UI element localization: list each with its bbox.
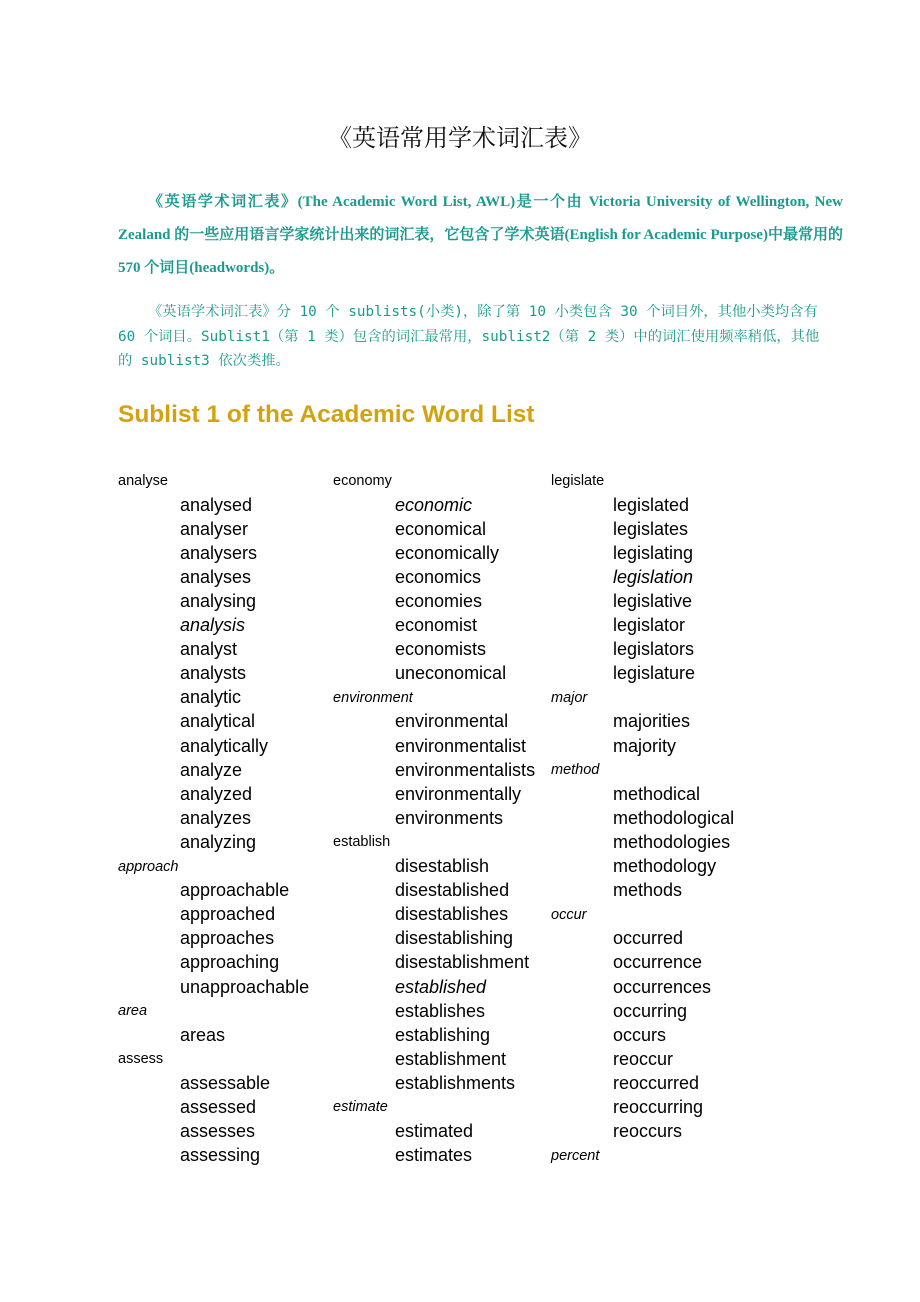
word-family-member: disestablishing: [395, 928, 514, 949]
word-family-member: disestablishment: [395, 952, 530, 973]
word-family-member: occurring: [613, 1000, 688, 1021]
word-family-member: occurs: [613, 1024, 667, 1045]
word-family-member: legislation: [613, 566, 694, 587]
word-family-member: disestablish: [395, 856, 490, 877]
word-family-member: analysed: [180, 494, 253, 515]
word-family-member: disestablishes: [395, 904, 509, 925]
word-family-member: approaching: [180, 952, 280, 973]
word-family-member: analyzing: [180, 831, 257, 852]
word-family-member: analytically: [180, 735, 269, 756]
word-family-member: environmentalist: [395, 735, 527, 756]
word-family-member: analytic: [180, 687, 242, 708]
word-family-member: economists: [395, 639, 487, 660]
word-family-member: establishing: [395, 1024, 491, 1045]
word-family-member: approachable: [180, 880, 290, 901]
word-family-member: analyze: [180, 759, 243, 780]
word-family-member: analytical: [180, 711, 256, 732]
sublist-heading: Sublist 1 of the Academic Word List: [118, 401, 535, 428]
word-family-member: uneconomical: [395, 663, 507, 684]
intro-paragraph-1: 《英语学术词汇表》(The Academic Word List, AWL)是一个由 Victoria University of Wellington, New Zealand 的一些应用语言学家统计出来的词汇表，它包含了学术英语(English for Academic Purpose)中最常用的 570 个词目(headwords)。: [118, 194, 843, 276]
word-family-member: legislating: [613, 542, 694, 563]
word-column-2: [333, 469, 535, 1168]
word-family-member: economics: [395, 566, 482, 587]
headword: economy: [333, 473, 392, 490]
word-family-member: reoccurs: [613, 1121, 683, 1142]
word-family-member: analyser: [180, 518, 249, 539]
headword: major: [551, 689, 588, 706]
word-family-member: assessable: [180, 1072, 271, 1093]
word-family-member: analysts: [180, 663, 247, 684]
word-family-member: establishes: [395, 1000, 486, 1021]
word-family-member: legislated: [613, 494, 690, 515]
word-family-member: methods: [613, 880, 683, 901]
word-family-member: assessed: [180, 1096, 257, 1117]
word-family-member: occurrence: [613, 952, 703, 973]
word-column-1: [118, 469, 309, 1168]
word-family-member: legislative: [613, 591, 693, 612]
headword: assess: [118, 1051, 164, 1068]
word-family-member: legislates: [613, 518, 689, 539]
word-family-member: analysers: [180, 542, 258, 563]
word-family-member: established: [395, 976, 487, 997]
word-family-member: environmental: [395, 711, 509, 732]
word-family-member: approaches: [180, 928, 275, 949]
word-family-member: legislators: [613, 639, 695, 660]
word-family-member: economist: [395, 615, 478, 636]
word-family-member: occurred: [613, 928, 684, 949]
word-family-member: approached: [180, 904, 276, 925]
document-title: 《英语常用学术词汇表》: [328, 124, 592, 152]
word-family-member: methodical: [613, 783, 701, 804]
word-family-member: legislator: [613, 615, 686, 636]
word-family-member: analyses: [180, 566, 252, 587]
word-family-member: analyzed: [180, 783, 253, 804]
word-family-member: analysing: [180, 591, 257, 612]
word-family-member: majorities: [613, 711, 691, 732]
headword: area: [118, 1003, 148, 1020]
word-family-member: unapproachable: [180, 976, 310, 997]
headword: occur: [551, 906, 587, 923]
intro-paragraph-2: 《英语学术词汇表》分 10 个 sublists(小类)，除了第 10 小类包含 30 个词目外，其他小类均含有 60 个词目。Sublist1（第 1 类）包含的词汇最常用，sublist2（第 2 类）中的词汇使用频率稍低，其他的 sublist3 依次类推。: [118, 304, 820, 369]
word-family-member: legislature: [613, 663, 696, 684]
word-family-member: analysis: [180, 615, 246, 636]
word-family-member: methodologies: [613, 831, 731, 852]
word-family-member: occurrences: [613, 976, 712, 997]
word-family-member: assesses: [180, 1121, 256, 1142]
headword: percent: [551, 1147, 600, 1164]
headword: legislate: [551, 473, 605, 490]
word-family-member: economies: [395, 591, 483, 612]
word-family-member: establishments: [395, 1072, 516, 1093]
word-family-member: economical: [395, 518, 487, 539]
word-family-member: disestablished: [395, 880, 510, 901]
headword: approach: [118, 858, 179, 875]
word-family-member: establishment: [395, 1048, 507, 1069]
word-family-member: analyst: [180, 639, 238, 660]
word-family-member: reoccurred: [613, 1072, 700, 1093]
headword: environment: [333, 689, 413, 706]
word-family-member: environmentally: [395, 783, 522, 804]
headword: analyse: [118, 473, 168, 490]
word-family-member: methodological: [613, 807, 735, 828]
word-family-member: estimated: [395, 1121, 474, 1142]
word-family-member: areas: [180, 1024, 226, 1045]
headword: method: [551, 762, 600, 779]
word-family-member: economic: [395, 494, 473, 515]
word-family-member: analyzes: [180, 807, 252, 828]
word-family-member: majority: [613, 735, 677, 756]
word-family-member: reoccur: [613, 1048, 674, 1069]
word-family-member: methodology: [613, 856, 717, 877]
word-family-member: reoccurring: [613, 1096, 704, 1117]
word-family-member: estimates: [395, 1145, 473, 1166]
word-family-member: environmentalists: [395, 759, 536, 780]
headword: estimate: [333, 1099, 388, 1116]
word-family-member: assessing: [180, 1145, 261, 1166]
word-column-3: [551, 469, 734, 1168]
word-family-member: environments: [395, 807, 504, 828]
headword: establish: [333, 834, 391, 851]
word-family-member: economically: [395, 542, 500, 563]
